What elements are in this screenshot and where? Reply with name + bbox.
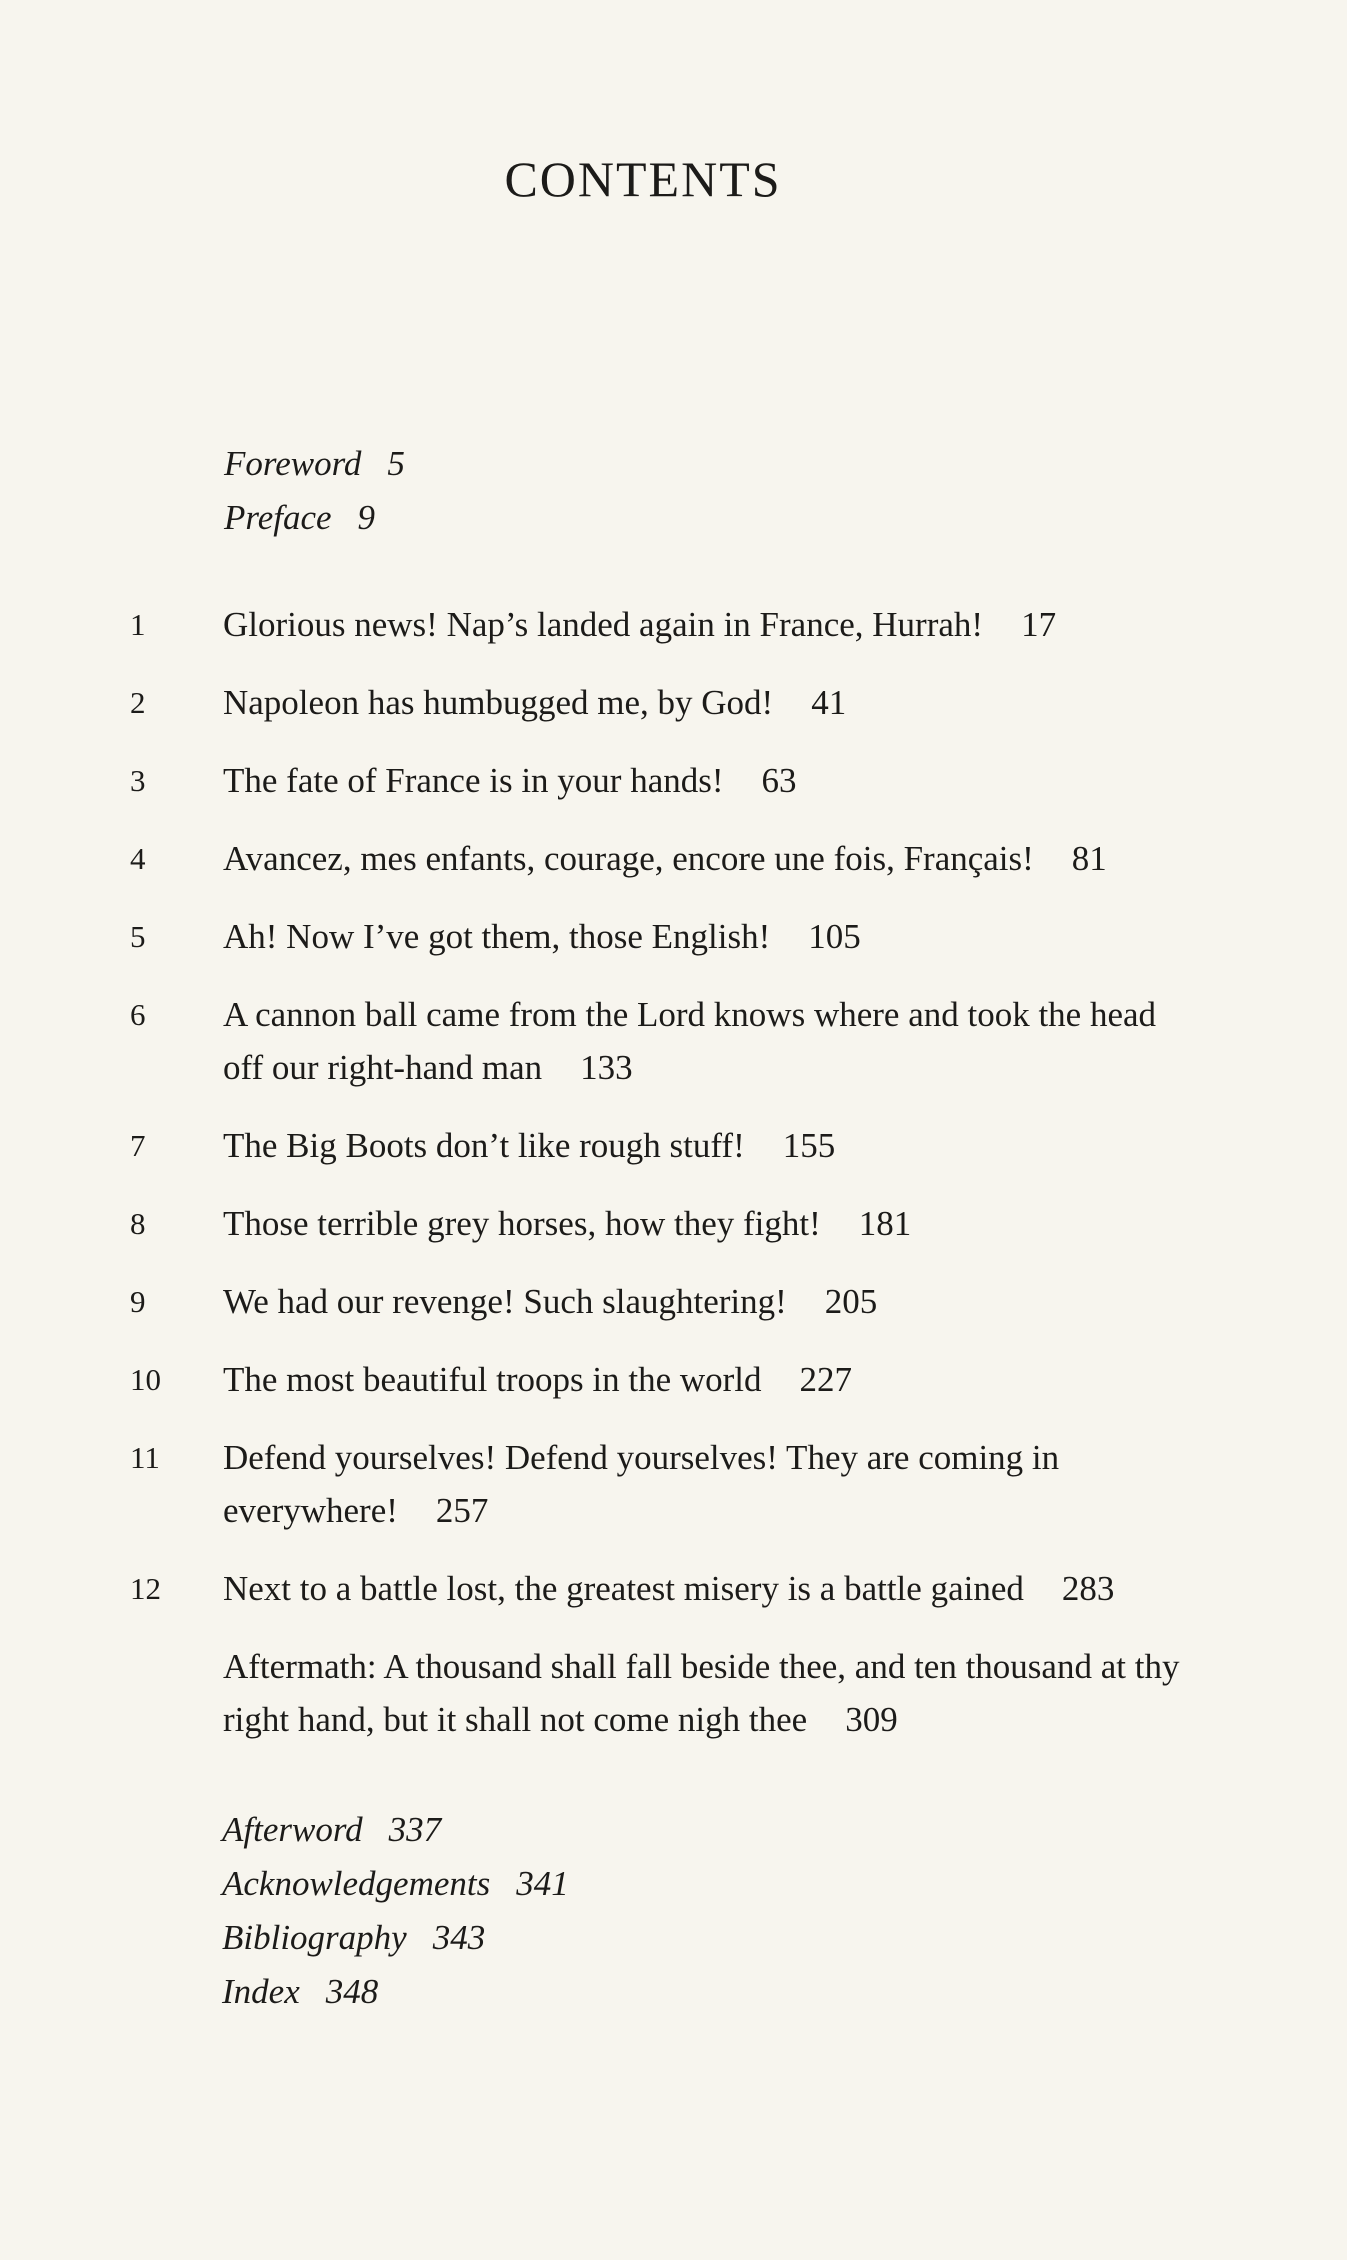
entry-page: 9 (357, 498, 376, 537)
chapter-page: 257 (435, 1491, 489, 1530)
chapter-entry (0, 1431, 1347, 1537)
chapter-page: 17 (1021, 605, 1057, 644)
chapter-title: Glorious news! Nap’s landed again in France, Hurrah! (223, 605, 984, 644)
chapter-title: Avancez, mes enfants, courage, encore une fois, Français! (223, 839, 1034, 878)
chapter-title: The most beautiful troops in the world (223, 1360, 762, 1399)
front-matter-item (224, 437, 405, 491)
chapter-list (0, 598, 1347, 1771)
chapter-number: 2 (130, 685, 146, 720)
chapter-page: 105 (808, 917, 861, 956)
chapter-title: The fate of France is in your hands! (223, 761, 724, 800)
chapter-entry (0, 598, 1347, 651)
entry-page: 5 (387, 444, 405, 483)
chapter-page: 133 (580, 1048, 633, 1087)
chapter-page: 205 (824, 1282, 878, 1321)
chapter-number: 3 (130, 763, 146, 798)
chapter-number: 8 (130, 1206, 146, 1241)
chapter-title: The Big Boots don’t like rough stuff! (223, 1126, 745, 1165)
chapter-title: Next to a battle lost, the greatest misery is a battle gained (223, 1569, 1024, 1608)
chapter-entry (0, 1119, 1347, 1172)
chapter-entry (0, 754, 1347, 807)
chapter-page: 81 (1071, 839, 1107, 878)
chapter-title: Those terrible grey horses, how they fight! (223, 1204, 821, 1243)
back-matter-item (222, 1803, 569, 1857)
entry-label: Foreword (224, 444, 362, 483)
entry-label: Afterword (222, 1810, 363, 1849)
front-matter-item (224, 491, 405, 545)
chapter-number: 5 (130, 919, 146, 954)
chapter-page: 283 (1061, 1569, 1115, 1608)
back-matter-list (222, 1803, 569, 2019)
chapter-title: We had our revenge! Such slaughtering! (223, 1282, 787, 1321)
chapter-entry (0, 1562, 1347, 1615)
entry-label: Index (222, 1972, 300, 2011)
chapter-entry (0, 1275, 1347, 1328)
chapter-title: Aftermath: A thousand shall fall beside thee, and ten thousand at thy right hand, but it shall not come nigh thee (223, 1647, 1180, 1739)
chapter-title: A cannon ball came from the Lord knows where and took the head off our right-hand man (223, 995, 1157, 1087)
chapter-entry (0, 676, 1347, 729)
entry-page: 348 (325, 1972, 379, 2011)
chapter-number: 6 (130, 997, 146, 1032)
front-matter-list (224, 437, 405, 545)
entry-label: Acknowledgements (222, 1864, 491, 1903)
entry-page: 337 (388, 1810, 442, 1849)
chapter-title: Ah! Now I’ve got them, those English! (223, 917, 771, 956)
chapter-title: Napoleon has humbugged me, by God! (223, 683, 774, 722)
back-matter-item (222, 1857, 569, 1911)
chapter-number: 10 (130, 1362, 161, 1397)
chapter-page: 41 (811, 683, 847, 722)
chapter-number: 7 (130, 1128, 146, 1163)
chapter-entry (0, 832, 1347, 885)
entry-label: Preface (224, 498, 332, 537)
entry-page: 341 (516, 1864, 569, 1903)
chapter-entry (0, 988, 1347, 1094)
entry-page: 343 (432, 1918, 486, 1957)
chapter-title: Defend yourselves! Defend yourselves! They are coming in everywhere! (223, 1438, 1060, 1530)
chapter-page: 63 (761, 761, 797, 800)
chapter-number: 9 (130, 1284, 146, 1319)
chapter-number: 12 (130, 1571, 161, 1606)
chapter-entry (0, 1353, 1347, 1406)
page-title: CONTENTS (504, 151, 782, 207)
chapter-number: 11 (130, 1440, 160, 1475)
chapter-page: 227 (799, 1360, 853, 1399)
chapter-page: 181 (858, 1204, 912, 1243)
chapter-entry (0, 1197, 1347, 1250)
back-matter-item (222, 1911, 569, 1965)
chapter-page: 155 (782, 1126, 836, 1165)
chapter-entry (0, 910, 1347, 963)
back-matter-item (222, 1965, 569, 2019)
aftermath-entry (0, 1640, 1347, 1746)
chapter-number: 4 (130, 841, 146, 876)
chapter-page: 309 (845, 1700, 898, 1739)
entry-label: Bibliography (222, 1918, 407, 1957)
chapter-number: 1 (130, 607, 146, 642)
